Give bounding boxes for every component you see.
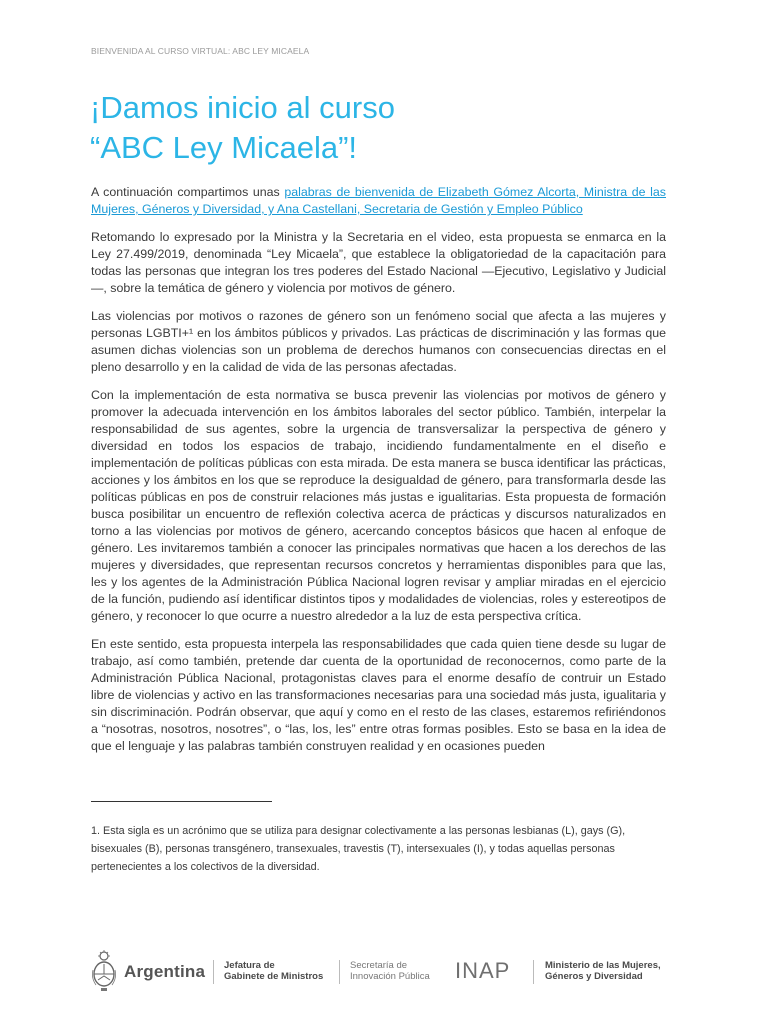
jefatura-line-2: Gabinete de Ministros <box>224 971 324 982</box>
argentina-logo-text: Argentina <box>124 962 206 981</box>
footer-separator <box>533 960 534 984</box>
footer-separator <box>339 960 340 984</box>
inap-logo: INAP <box>455 958 511 983</box>
footer-logos <box>91 946 681 996</box>
footnote: 1. Esta sigla es un acrónimo que se utiliza para designar colectivamente a las personas lesbianas (L), gays (G), bisexuales (B), personas transgénero, transexuales, travestis (T), intersexuales (I), y todas aquellas personas pertenecientes a los colectivos de la diversidad. <box>91 825 626 873</box>
paragraph-implementation: Con la implementación de esta normativa se busca prevenir las violencias por motivos de género y promover la adecuada intervención en los ámbitos laborales del sector público. También, interpelar la responsabilidad de sus agentes, sobre la urgencia de transversalizar la perspectiva de género y diversidad en todos los espacios de trabajo, incidiendo fundamentalmente en el diseño e implementación de políticas públicas con esta mirada. De esta manera se busca identificar las prácticas, acciones y los ámbitos en los que se reproduce la desigualdad de género, para transformarla desde las políticas públicas en pos de construir relaciones más justas e igualitarias. Esta propuesta de formación busca posibilitar un encuentro de reflexión colectiva acerca de prácticas y discursos naturalizados en torno a las violencias por motivos de género, acercando conceptos básicos que hacen al enfoque de género. Les invitaremos también a conocer las principales normativas que hacen a los derechos de las mujeres y diversidades, que representan recursos concretos y herramientas disponibles para que las, les y los agentes de la Administración Pública Nacional logren revisar y ampliar miradas en el ejercicio de la función, pudiendo así identificar distintos tipos y modalidades de violencias, roles y estereotipos de género, y reconocer lo que ocurre a nuestro alrededor a la luz de esta perspectiva crítica. <box>91 388 666 623</box>
ministerio-logo <box>545 960 661 982</box>
intro-text: A continuación compartimos unas <box>91 185 285 199</box>
intro-paragraph <box>91 184 666 218</box>
jefatura-line-1: Jefatura de <box>224 960 275 971</box>
paragraph-law: Retomando lo expresado por la Ministra y la Secretaria en el video, esta propuesta se enmarca en la Ley 27.499/2019, denominada “Ley Micaela”, que establece la obligatoriedad de la capacitación para todas las personas que integran los tres poderes del Estado Nacional —Ejecutivo, Legislativo y Judicial—, sobre la temática de género y violencia por motivos de género. <box>91 230 666 295</box>
footnote-divider <box>91 801 272 802</box>
paragraph-responsibilities: En este sentido, esta propuesta interpela las responsabilidades que cada quien tiene desde su lugar de trabajo, así como también, pretende dar cuenta de la oportunidad de reconocernos, como parte de la Administración Pública Nacional, protagonistas claves para el enorme desafío de contruir un Estado libre de violencias y activo en las transformaciones necesarias para una sociedad más justa, igualitaria y sin discriminación. Podrán observar, que aquí y como en el resto de las clases, estaremos refiriéndonos a “nosotras, nosotros, nosotres”, o “las, los, les” entre otras formas posibles. Esto se basa en la idea de que el lenguaje y las palabras también construyen realidad y en ocasiones pueden <box>91 637 666 753</box>
paragraph-violence: Las violencias por motivos o razones de género son un fenómeno social que afecta a las mujeres y personas LGBTI+¹ en los ámbitos públicos y privados. Las prácticas de discriminación y las formas que asumen dichas violencias son un problema de derechos humanos con consecuencias directas en el pleno desarrollo y en la calidad de vida de las personas afectadas. <box>91 309 666 374</box>
title-line-2: “ABC Ley Micaela”! <box>90 130 358 165</box>
running-header: BIENVENIDA AL CURSO VIRTUAL: ABC LEY MICAELA <box>91 46 310 56</box>
jefatura-logo <box>224 960 323 982</box>
welcome-video-link[interactable]: palabras de bienvenida de Elizabeth Gómez Alcorta, Ministra de las Mujeres, Géneros y Diversidad, y Ana Castellani, Secretaria de Gestión y Empleo Público <box>91 185 666 216</box>
secretaria-logo <box>350 960 430 982</box>
secretaria-line-1: Secretaría de <box>350 960 408 971</box>
title-line-1: ¡Damos inicio al curso <box>90 90 395 125</box>
secretaria-line-2: Innovación Pública <box>350 971 430 982</box>
ministerio-line-1: Ministerio de las Mujeres, <box>545 960 661 971</box>
argentina-seal-icon <box>91 950 117 992</box>
footer-separator <box>213 960 214 984</box>
page-title <box>90 88 690 168</box>
ministerio-line-2: Géneros y Diversidad <box>545 971 643 982</box>
body-content <box>91 184 666 766</box>
